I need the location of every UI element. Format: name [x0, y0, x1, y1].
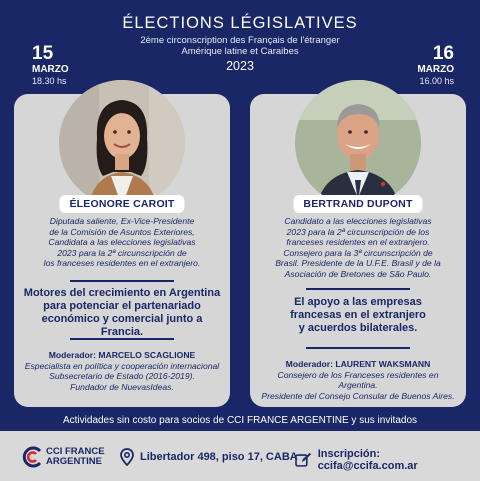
address — [120, 448, 298, 466]
bio-line: Candidata a las elecciones legislativas — [48, 237, 196, 248]
divider — [70, 280, 174, 282]
divider — [70, 338, 174, 340]
topic-line: francesas en el extranjero — [290, 309, 426, 321]
invitation-note: Actividades sin costo para socios de CCI FRANCE ARGENTINE y sus invitados — [62, 415, 418, 426]
speaker-bio-right — [258, 216, 458, 280]
moderator-desc-line: Subsecretario de Estado (2016-2019). — [49, 371, 195, 381]
date-right-month: MARZO — [417, 64, 454, 75]
bio-line: los franceses residentes en el extranjero. — [43, 258, 201, 269]
moderator-desc-line: Consejero de los Franceses residentes en Argentina. — [277, 369, 439, 390]
bio-line: de la Comisión de Asuntos Exteriores, — [49, 226, 195, 237]
speaker-name-right: BERTRAND DUPONT — [293, 195, 422, 213]
cci-logo-icon — [20, 445, 44, 469]
woman-portrait-icon — [59, 80, 185, 206]
logo-line-2: ARGENTINE — [46, 456, 102, 467]
moderator-desc-line: Presidente del Consejo Consular de Buenos Aires. — [261, 390, 455, 401]
bio-line: Consejero para la 3ª circunscripción de — [283, 247, 433, 258]
speaker-photo-left — [59, 80, 185, 206]
subtitle-line-2: Amérique latine et Caraibes — [181, 46, 299, 57]
logo-line-1: CCI FRANCE — [46, 446, 105, 457]
bio-line: franceses residentes en el extranjero. — [286, 237, 430, 248]
moderator-label: Moderador: MARCELO SCAGLIONE — [48, 350, 196, 360]
page-title: ÉLECTIONS LÉGISLATIVES — [122, 14, 358, 32]
year: 2023 — [226, 59, 254, 73]
topic-line: El apoyo a las empresas — [294, 296, 422, 308]
moderator-right — [258, 359, 458, 401]
date-left-time: 18.30 hs — [32, 76, 67, 86]
topic-line: para potenciar el partenariado — [43, 300, 201, 312]
topic-line: económico y comercial junto a Francia. — [41, 313, 203, 338]
topic-line: Motores del crecimiento en Argentina — [23, 287, 221, 299]
moderator-label: Moderador: LAURENT WAKSMANN — [285, 359, 431, 369]
divider — [306, 347, 410, 349]
date-left — [32, 44, 69, 86]
subtitle-line-1: 2ème circonscription des Français de l'étranger — [140, 35, 340, 46]
registration[interactable] — [295, 448, 480, 472]
edit-icon — [295, 452, 312, 468]
date-right — [417, 44, 454, 86]
moderator-desc-line: Fundador de NuevasIdeas. — [70, 381, 174, 392]
speaker-name-left: ÉLEONORE CAROIT — [59, 195, 184, 213]
address-text: Libertador 498, piso 17, CABA — [140, 451, 298, 463]
date-right-day: 16 — [432, 43, 454, 64]
page-subtitle — [0, 35, 480, 57]
date-left-day: 15 — [32, 43, 54, 64]
bio-line: Asociación de Bretones de São Paulo. — [284, 268, 432, 279]
talk-topic-right — [256, 296, 460, 335]
bio-line: Diputada saliente, Ex-Vice-Presidente — [49, 216, 195, 226]
speaker-bio-left — [22, 216, 222, 269]
talk-topic-left — [20, 287, 224, 339]
divider — [306, 288, 410, 290]
registration-email[interactable]: Inscripción: ccifa@ccifa.com.ar — [317, 448, 418, 472]
cci-logo — [20, 445, 110, 469]
man-portrait-icon — [295, 80, 421, 206]
speaker-card-right — [250, 94, 466, 407]
bio-line: 2023 para la 2ª circunscripción de — [57, 247, 187, 258]
pin-icon — [120, 448, 134, 466]
bio-line: Candidato a las elecciones legislativas — [284, 216, 432, 226]
speaker-card-left — [14, 94, 230, 407]
logo-text — [46, 447, 105, 467]
date-right-time: 16.00 hs — [419, 76, 454, 86]
topic-line: y acuerdos bilaterales. — [298, 322, 418, 334]
bio-line: Brasil. Presidente de la U.F.E. Brasil y de la — [275, 258, 441, 269]
bio-line: 2023 para la 2ª circunscripción de los — [286, 226, 430, 237]
speaker-photo-right — [295, 80, 421, 206]
moderator-desc-line: Especialista en política y cooperación internacional — [24, 360, 220, 371]
moderator-left — [22, 350, 222, 392]
header — [0, 0, 480, 82]
footer — [0, 431, 480, 481]
date-left-month: MARZO — [32, 64, 69, 75]
